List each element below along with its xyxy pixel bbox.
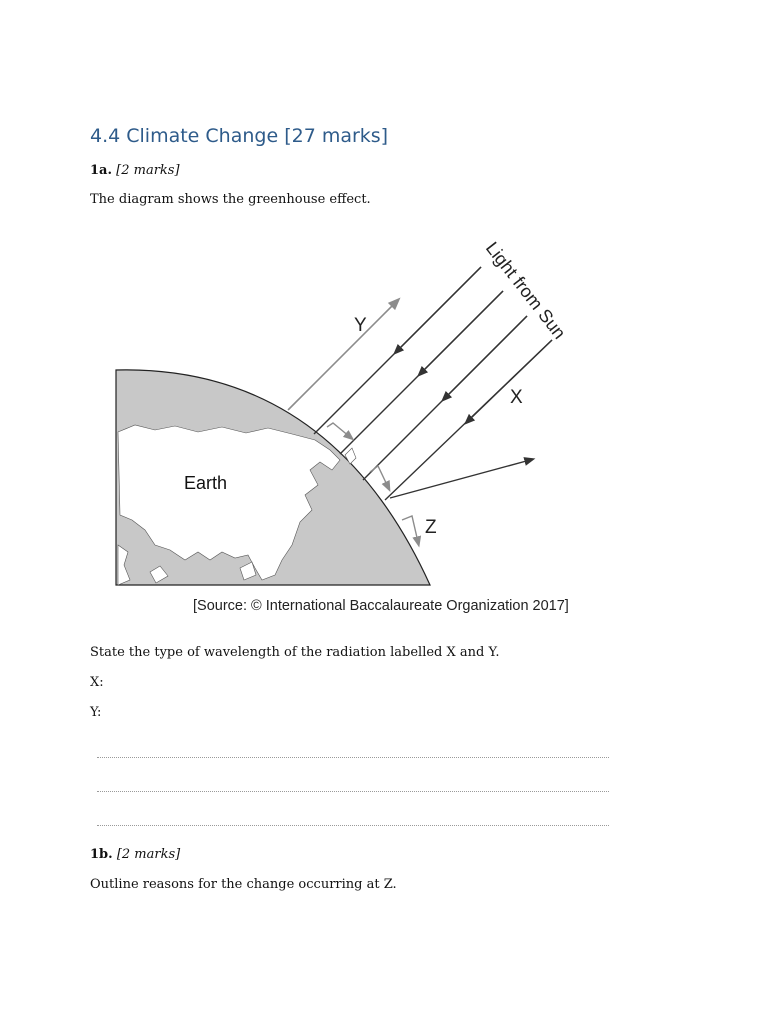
surface-emission-arrow (370, 466, 388, 487)
answer-line[interactable] (97, 791, 609, 792)
answer-x-label: X: (90, 675, 104, 690)
question-marks: [2 marks] (116, 847, 181, 862)
surface-emission-arrow (327, 423, 350, 437)
question-marks: [2 marks] (116, 163, 180, 178)
question-number: 1b. (90, 847, 113, 862)
label-z: Z (425, 517, 437, 538)
figure-source: [Source: © International Baccalaureate Organization 2017] (193, 598, 569, 614)
answer-line[interactable] (97, 825, 609, 826)
question-number: 1a. (90, 163, 112, 178)
label-light-from-sun: Light from Sun (481, 238, 570, 343)
label-x: X (510, 387, 523, 408)
sun-ray-arrowhead (468, 340, 552, 421)
label-y: Y (354, 315, 367, 336)
y-radiation-arrow (288, 302, 396, 410)
question-1a-intro: The diagram shows the greenhouse effect. (90, 192, 371, 207)
section-title: 4.4 Climate Change [27 marks] (90, 125, 389, 147)
question-1a-prompt: State the type of wavelength of the radiation labelled X and Y. (90, 645, 500, 660)
label-earth: Earth (184, 473, 228, 493)
question-1b-prompt: Outline reasons for the change occurring at Z. (90, 877, 397, 892)
question-1b-header (90, 847, 180, 862)
answer-y-label: Y: (90, 705, 102, 720)
answer-line[interactable] (97, 757, 609, 758)
sun-ray-arrowhead (445, 316, 527, 398)
sun-ray-arrowhead (397, 267, 481, 351)
reflected-ray (390, 460, 530, 498)
sun-ray-arrowhead (421, 291, 503, 373)
